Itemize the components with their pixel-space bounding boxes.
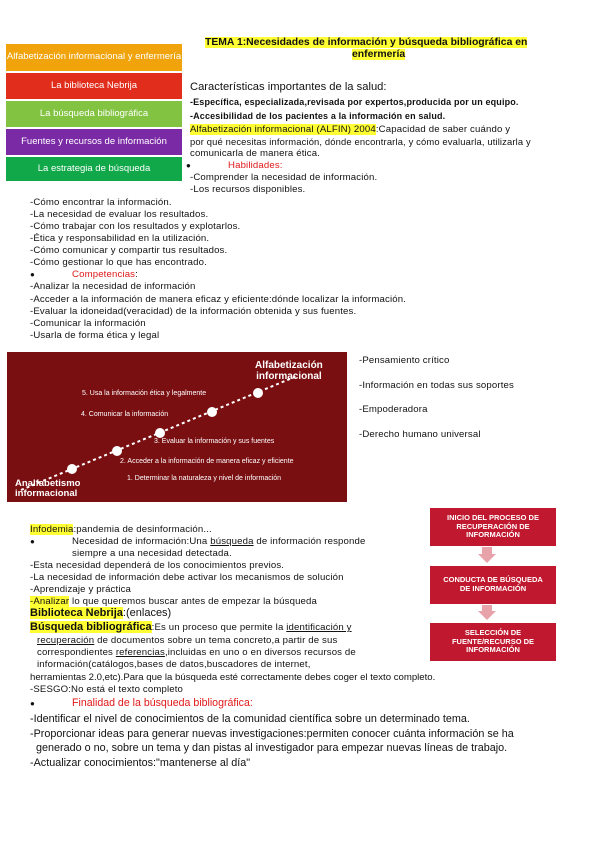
diagram-step: 4. Comunicar la información: [81, 411, 169, 418]
habilidades-item: -La necesidad de evaluar los resultados.: [30, 209, 209, 220]
flow-arrow-icon: [478, 554, 496, 563]
competencias-item: -Evaluar la idoneidad(veracidad) de la información obtenida y sus fuentes.: [30, 306, 357, 317]
flow-box-conducta: CONDUCTA DE BÚSQUEDA DE INFORMACIÓN: [430, 566, 556, 604]
diagram-step: 3. Evaluar la información y sus fuentes: [154, 438, 275, 445]
busqueda-definition-line: correspondientes referencias,incluidas en uno o en diversos recursos de: [37, 647, 356, 658]
finalidad-item: -Proporcionar ideas para generar nuevas investigaciones:permiten conocer cuánta información se ha: [30, 728, 514, 740]
side-note: -Pensamiento crítico: [359, 355, 450, 366]
step-marker: [253, 388, 263, 398]
diagram-top-label: Alfabetización informacional: [255, 360, 323, 382]
habilidades-item: -Comprender la necesidad de información.: [190, 172, 378, 183]
diagram-step: 1. Determinar la naturaleza y nivel de información: [127, 475, 282, 482]
alfin-definition-line: comunicarla de manera ética.: [190, 148, 321, 159]
busqueda-definition-line: herramientas 2.0,etc).Para que la búsqueda esté correctamente debes coger el texto completo.: [30, 672, 436, 683]
infodemia-term: Infodemia: [30, 524, 74, 535]
sesgo-line: -SESGO:No está el texto completo: [30, 684, 184, 695]
habilidades-item: -Ética y responsabilidad en la utilización.: [30, 233, 210, 244]
flow-arrow-icon: [478, 611, 496, 620]
necesidad-line: Necesidad de información:Una búsqueda de información responde: [72, 536, 366, 547]
side-note: -Empoderadora: [359, 404, 428, 415]
habilidades-item: -Cómo comunicar y compartir tus resultados.: [30, 245, 228, 256]
habilidades-item: -Cómo encontrar la información.: [30, 197, 172, 208]
competencias-item: -Comunicar la información: [30, 318, 146, 329]
alfin-diagram: [7, 352, 347, 502]
competencias-heading: Competencias:: [72, 269, 138, 280]
competencias-item: -Usarla de forma ética y legal: [30, 330, 160, 341]
sidebar-item-alfabetizacion[interactable]: [6, 44, 182, 71]
habilidades-item: -Cómo trabajar con los resultados y explotarlos.: [30, 221, 241, 232]
finalidad-bullet: ●: [30, 699, 35, 708]
side-note: -Derecho humano universal: [359, 429, 481, 440]
flow-box-inicio: INICIO DEL PROCESO DE RECUPERACIÓN DE INFORMACIÓN: [430, 508, 556, 546]
competencias-item: -Acceder a la información de manera eficaz y eficiente:dónde localizar la información.: [30, 294, 407, 305]
competencias-item: -Analizar la necesidad de información: [30, 281, 196, 292]
finalidad-item: -Actualizar conocimientos:"mantenerse al día": [30, 757, 251, 769]
step-marker: [67, 464, 77, 474]
finalidad-item: -Identificar el nivel de conocimientos de la comunidad científica sobre un determinado tema.: [30, 713, 470, 725]
necesidad-bullet: ●: [30, 537, 35, 546]
salud-item: -Específica, especializada,revisada por expertos,producida por un equipo.: [190, 97, 519, 107]
necesidad-item: -La necesidad de información debe activar los mecanismos de solución: [30, 572, 344, 583]
busqueda-term: Búsqueda bibliográfica: [30, 621, 152, 633]
alfin-definition: Alfabetización informacional (ALFIN) 2004:Capacidad de saber cuándo y: [190, 124, 511, 135]
habilidades-item: -Cómo gestionar lo que has encontrado.: [30, 257, 207, 268]
sidebar-item-biblioteca[interactable]: [6, 73, 182, 99]
sidebar-item-label: La estrategia de búsqueda: [37, 162, 151, 174]
alfin-definition-line: por qué necesitas información, dónde encontrarla, y cómo evaluarla, utilizarla y: [190, 136, 531, 147]
busqueda-definition-line: recuperación de documentos sobre un tema concreto,a partir de sus: [37, 635, 338, 646]
page-title-line2: enfermería: [352, 49, 406, 60]
sidebar-item-label: Alfabetización informacional y enfermería: [6, 51, 182, 63]
page-title: TEMA 1:Necesidades de información y búsqueda bibliográfica en: [205, 37, 528, 48]
habilidades-bullet: ●: [186, 161, 191, 170]
alfin-term: Alfabetización informacional (ALFIN) 2004: [190, 124, 376, 135]
sidebar-item-label: La búsqueda bibliográfica: [39, 107, 149, 119]
salud-item: -Accesibilidad de los pacientes a la información en salud.: [190, 111, 446, 121]
habilidades-item: -Los recursos disponibles.: [190, 184, 306, 195]
competencias-bullet: ●: [30, 270, 35, 279]
salud-heading: Características importantes de la salud:: [190, 81, 387, 93]
necesidad-item: -Analizar lo que queremos buscar antes de empezar la búsqueda: [30, 596, 318, 607]
sidebar-item-label: La biblioteca Nebrija: [50, 79, 138, 91]
finalidad-item-cont: generado o no, sobre un tema y dan pistas al investigador para empezar nuevas líneas de trabajo.: [36, 742, 508, 754]
side-note: -Información en todas sus soportes: [359, 380, 514, 391]
flow-box-seleccion: SELECCIÓN DE FUENTE/RECURSO DE INFORMACIÓN: [430, 623, 556, 661]
busqueda-definition: Búsqueda bibliográfica:Es un proceso que permite la identificación y: [30, 621, 352, 633]
step-marker: [112, 446, 122, 456]
biblioteca-line: Biblioteca Nebrija:(enlaces): [30, 607, 172, 619]
busqueda-definition-line: información(catálogos,bases de datos,buscadores de internet,: [37, 659, 311, 670]
sidebar-item-label: Fuentes y recursos de información: [21, 135, 167, 147]
finalidad-heading: Finalidad de la búsqueda bibliográfica:: [72, 697, 253, 709]
diagram-bottom-label: Analfabetismo informacional: [15, 478, 81, 499]
habilidades-heading: Habilidades:: [228, 160, 283, 171]
necesidad-item: -Esta necesidad dependerá de los conocimientos previos.: [30, 560, 285, 571]
biblioteca-link[interactable]: Biblioteca Nebrija: [30, 607, 123, 619]
necesidad-item: -Aprendizaje y práctica: [30, 584, 132, 595]
infodemia-line: Infodemia:pandemia de desinformación...: [30, 524, 212, 535]
sidebar-item-busqueda[interactable]: [6, 101, 182, 127]
step-marker: [207, 407, 217, 417]
sidebar-item-estrategia[interactable]: [6, 157, 182, 181]
flow-arrow-stem: [482, 547, 492, 554]
diagram-step: 2. Acceder a la información de manera eficaz y eficiente: [120, 458, 294, 465]
sidebar-item-fuentes[interactable]: [6, 129, 182, 155]
necesidad-line-2: siempre a una necesidad detectada.: [72, 548, 232, 559]
step-marker: [155, 428, 165, 438]
diagram-step: 5. Usa la información ética y legalmente: [82, 390, 207, 397]
